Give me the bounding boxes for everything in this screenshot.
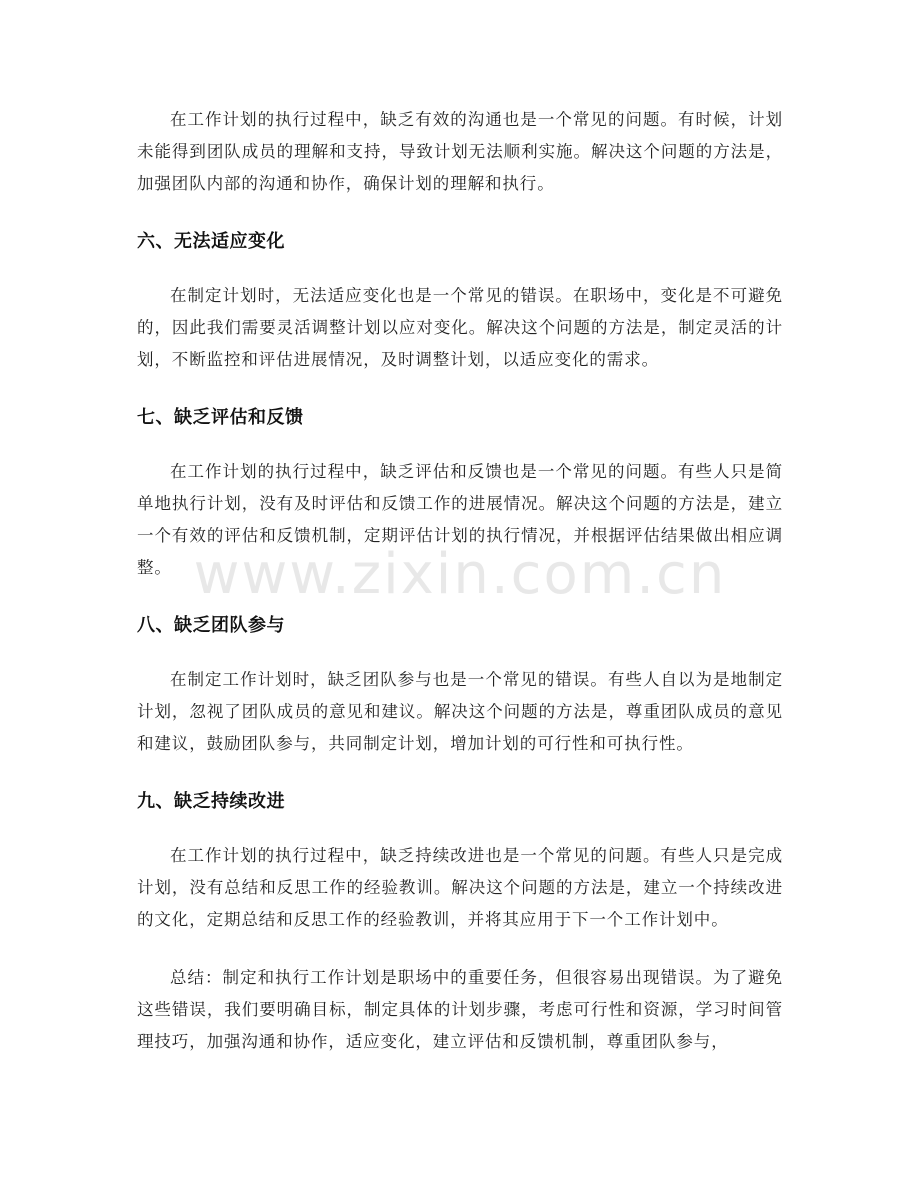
- paragraph-communication: 在工作计划的执行过程中，缺乏有效的沟通也是一个常见的问题。有时候，计划未能得到团队成员的理解和支持，导致计划无法顺利实施。解决这个问题的方法是，加强团队内部的沟通和协作，确保计划的理解和执行。: [137, 110, 783, 193]
- paragraph-adapt-change: 在制定计划时，无法适应变化也是一个常见的错误。在职场中，变化是不可避免的，因此我们需要灵活调整计划以应对变化。解决这个问题的方法是，制定灵活的计划，不断监控和评估进展情况，及时调整计划，以适应变化的需求。: [137, 286, 783, 369]
- section-heading-7: 七、缺乏评估和反馈: [137, 407, 304, 428]
- paragraph-evaluation-feedback: 在工作计划的执行过程中，缺乏评估和反馈也是一个常见的问题。有些人只是简单地执行计划，没有及时评估和反馈工作的进展情况。解决这个问题的方法是，建立一个有效的评估和反馈机制，定期评估计划的执行情况，并根据评估结果做出相应调整。: [137, 462, 783, 577]
- document-body: [137, 104, 783, 1058]
- paragraph-summary: 总结：制定和执行工作计划是职场中的重要任务，但很容易出现错误。为了避免这些错误，我们要明确目标，制定具体的计划步骤，考虑可行性和资源，学习时间管理技巧，加强沟通和协作，适应变化，建立评估和反馈机制，尊重团队参与，: [137, 968, 783, 1051]
- section-heading-8: 八、缺乏团队参与: [137, 615, 285, 636]
- paragraph-team-participation: 在制定工作计划时，缺乏团队参与也是一个常见的错误。有些人自以为是地制定计划，忽视了团队成员的意见和建议。解决这个问题的方法是，尊重团队成员的意见和建议，鼓励团队参与，共同制定计划，增加计划的可行性和可执行性。: [137, 670, 783, 753]
- section-heading-6: 六、无法适应变化: [137, 231, 285, 252]
- watermark: www.zixin.com.cn: [193, 542, 727, 607]
- paragraph-continuous-improvement: 在工作计划的执行过程中，缺乏持续改进也是一个常见的问题。有些人只是完成计划，没有总结和反思工作的经验教训。解决这个问题的方法是，建立一个持续改进的文化，定期总结和反思工作的经验教训，并将其应用于下一个工作计划中。: [137, 846, 783, 929]
- section-heading-9: 九、缺乏持续改进: [137, 791, 285, 812]
